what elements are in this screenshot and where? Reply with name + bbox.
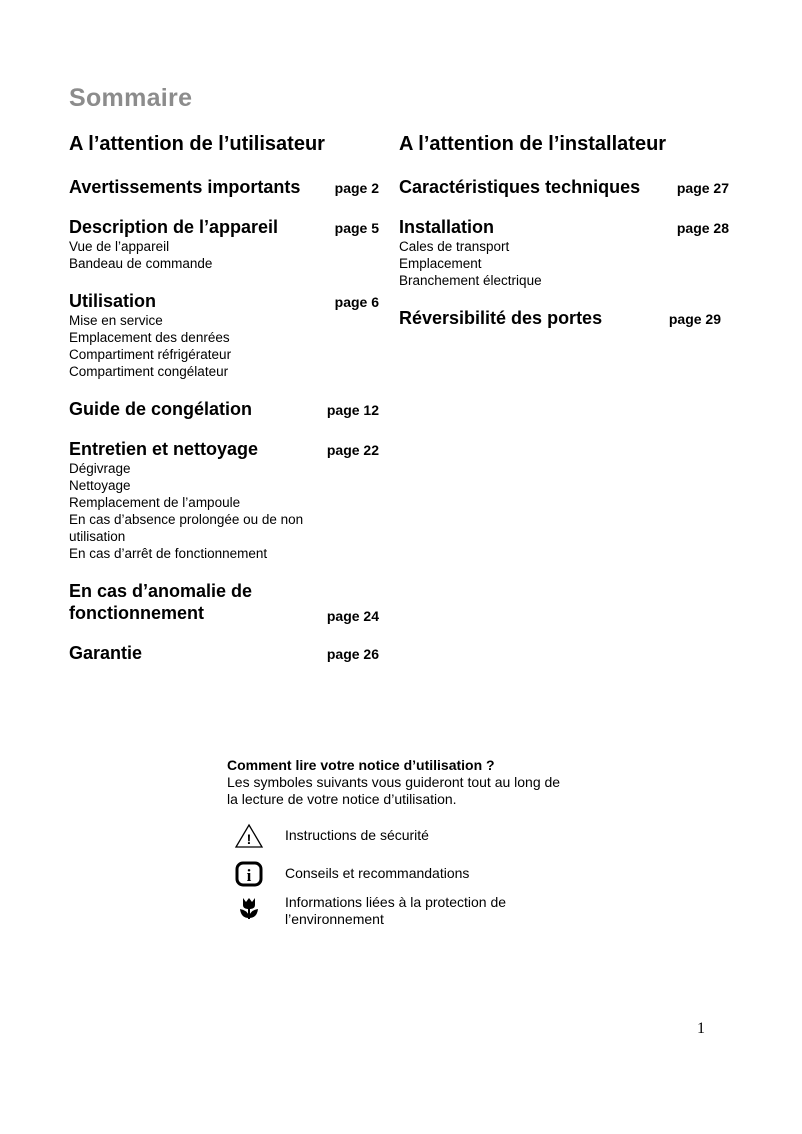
svg-text:i: i (246, 866, 252, 885)
legend-intro: Les symboles suivants vous guideront tout au long de la lecture de votre notice d’utilisation. (227, 774, 561, 807)
toc-section[interactable] (399, 176, 729, 198)
toc-subitem: Vue de l’appareil (69, 239, 170, 254)
toc-section-title: Avertissements importants (69, 177, 301, 197)
toc-subitem: Remplacement de l’ampoule (69, 495, 241, 510)
toc-subitem: En cas d’arrêt de fonctionnement (69, 546, 268, 561)
toc-subitem: Compartiment congélateur (69, 364, 229, 379)
toc-subitem: Dégivrage (69, 461, 131, 476)
legend-item-text: Instructions de sécurité (285, 827, 429, 843)
toc-section[interactable] (69, 176, 379, 198)
toc-section-title: Caractéristiques techniques (399, 177, 641, 197)
toc-section[interactable] (69, 290, 379, 380)
environment-flower-icon (227, 894, 271, 922)
toc-section[interactable] (69, 398, 379, 420)
page-title: Sommaire (69, 84, 193, 112)
toc-page-ref: page 5 (334, 220, 379, 236)
legend-item (227, 860, 587, 888)
toc-subitem: Emplacement (399, 256, 482, 271)
legend-item-text: Informations liées à la protection de l’environnement (285, 894, 507, 927)
toc-section[interactable] (399, 216, 729, 289)
toc-section[interactable] (399, 307, 729, 329)
toc-subitem: Cales de transport (399, 239, 510, 254)
toc-section[interactable] (69, 216, 379, 272)
toc-page-ref: page 22 (326, 442, 379, 458)
toc-section[interactable] (69, 438, 379, 562)
toc-page-ref: page 2 (334, 180, 379, 196)
toc-section-title: Entretien et nettoyage (69, 439, 259, 459)
toc-section-title: Installation (399, 217, 495, 237)
toc-section[interactable] (69, 642, 379, 664)
toc-section-title: Description de l’appareil (69, 217, 279, 237)
toc-subitem: Compartiment réfrigérateur (69, 347, 232, 362)
user-column-heading: A l’attention de l’utilisateur (69, 133, 325, 155)
toc-subitem: Emplacement des denrées (69, 330, 230, 345)
toc-subitem: En cas d’absence prolongée ou de non utilisation (69, 512, 304, 544)
legend-item (227, 822, 587, 850)
info-icon (227, 860, 271, 888)
toc-section-title: En cas d’anomalie de fonctionnement (69, 581, 253, 623)
toc-page-ref: page 12 (326, 402, 379, 418)
toc-section[interactable] (69, 580, 379, 624)
toc-subitem: Branchement électrique (399, 273, 542, 288)
installer-column-heading: A l’attention de l’installateur (399, 133, 667, 155)
toc-section-title: Guide de congélation (69, 399, 253, 419)
installer-column (399, 130, 729, 347)
toc-page-ref: page 28 (676, 220, 729, 236)
toc-section-title: Garantie (69, 643, 143, 663)
svg-text:!: ! (246, 831, 252, 847)
toc-subitem: Nettoyage (69, 478, 131, 493)
page-number: 1 (697, 1020, 705, 1037)
legend-heading: Comment lire votre notice d’utilisation ? (227, 757, 495, 773)
toc-page-ref: page 29 (668, 311, 721, 327)
symbol-legend (227, 757, 587, 928)
user-column (69, 130, 379, 682)
toc-section-title: Utilisation (69, 291, 157, 311)
legend-item-text: Conseils et recommandations (285, 865, 470, 881)
toc-section-title: Réversibilité des portes (399, 308, 603, 328)
toc-subitem: Bandeau de commande (69, 256, 213, 271)
toc-subitem: Mise en service (69, 313, 163, 328)
warning-triangle-icon (227, 822, 271, 850)
toc-page-ref: page 6 (334, 294, 379, 310)
legend-item (227, 894, 587, 928)
toc-page-ref: page 26 (326, 646, 379, 662)
toc-page-ref: page 27 (676, 180, 729, 196)
toc-page-ref: page 24 (326, 608, 379, 624)
